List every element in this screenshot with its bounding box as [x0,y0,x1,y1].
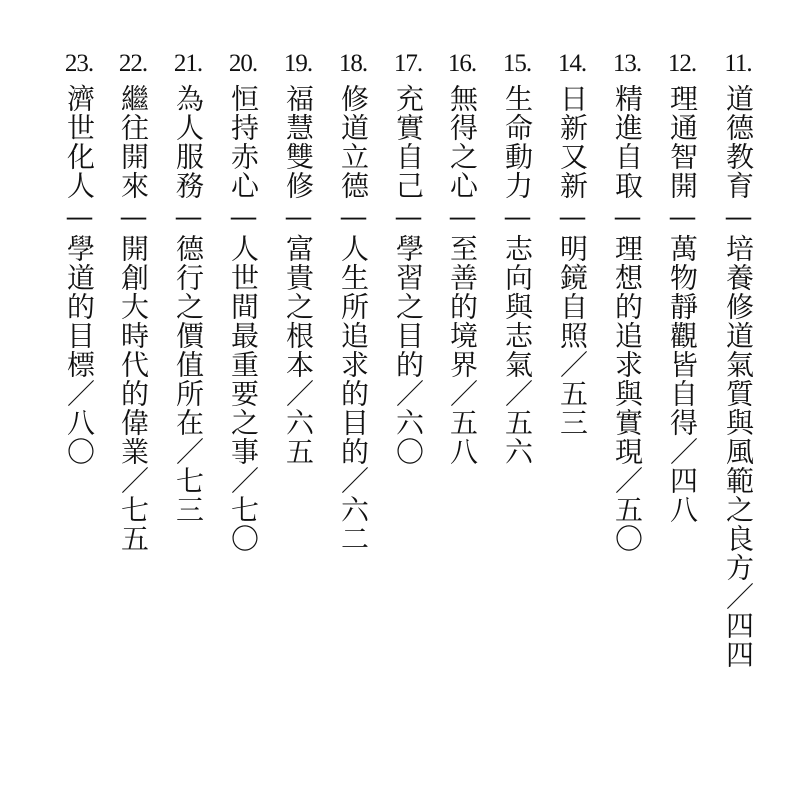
entry-subtitle: 理想的追求與實現 [611,234,644,466]
entry-page: 六二 [337,495,370,553]
entry-subtitle: 學習之目的 [392,234,425,379]
entry-page: 八〇 [63,408,96,466]
entry-text: 理通智開—萬物靜觀皆自得／四八 [666,84,699,524]
entry-text: 充實自己—學習之目的／六〇 [392,84,425,466]
entry-number: 19. [283,50,313,77]
entry-title: 恒持赤心 [227,84,260,200]
entry-number: 14. [557,50,587,77]
entry-number: 22. [118,50,148,77]
toc-entry [550,50,594,790]
entry-text: 濟世化人—學道的目標／八〇 [63,84,96,466]
toc-entry [386,50,430,790]
entry-text: 恒持赤心—人世間最重要之事／七〇 [227,84,260,553]
entry-page: 七五 [117,495,150,553]
entry-text: 精進自取—理想的追求與實現／五〇 [611,84,644,553]
entry-subtitle: 富貴之根本 [282,234,315,379]
entry-subtitle: 學道的目標 [63,234,96,379]
entry-page: 五六 [501,408,534,466]
entry-text: 繼往開來—開創大時代的偉業／七五 [117,84,150,553]
entry-number: 20. [228,50,258,77]
toc-entry [111,50,155,790]
entry-text: 無得之心—至善的境界／五八 [446,84,479,466]
entry-number: 15. [502,50,532,77]
entry-page: 七〇 [227,495,260,553]
entry-subtitle: 明鏡自照 [556,234,589,350]
toc-entry [221,50,265,790]
entry-subtitle: 培養修道氣質與風範之良方 [722,234,755,582]
entry-page: 七三 [172,466,205,524]
entry-subtitle: 開創大時代的偉業 [117,234,150,466]
entry-text: 修道立德—人生所追求的目的／六二 [337,84,370,553]
entry-subtitle: 德行之價值所在 [172,234,205,437]
entry-title: 生命動力 [501,84,534,200]
toc-entry [166,50,210,790]
entry-number: 12. [667,50,697,77]
entry-subtitle: 人世間最重要之事 [227,234,260,466]
entry-title: 充實自己 [392,84,425,200]
entry-subtitle: 人生所追求的目的 [337,234,370,466]
entry-title: 濟世化人 [63,84,96,200]
entry-number: 11. [724,50,752,77]
entry-title: 繼往開來 [117,84,150,200]
entry-number: 13. [612,50,642,77]
entry-title: 無得之心 [446,84,479,200]
entry-title: 修道立德 [337,84,370,200]
toc-entry [331,50,375,790]
entry-text: 福慧雙修—富貴之根本／六五 [282,84,315,466]
entry-page: 六〇 [392,408,425,466]
entry-text: 日新又新—明鏡自照／五三 [556,84,589,437]
toc-entry [716,50,760,790]
entry-title: 理通智開 [666,84,699,200]
entry-page: 四八 [666,466,699,524]
entry-text: 道德教育—培養修道氣質與風範之良方／四四 [722,84,755,669]
toc-entry [660,50,704,790]
toc-entry [57,50,101,790]
entry-page: 五〇 [611,495,644,553]
entry-title: 日新又新 [556,84,589,200]
entry-number: 16. [447,50,477,77]
entry-subtitle: 萬物靜觀皆自得 [666,234,699,437]
entry-number: 23. [64,50,94,77]
toc-entry [440,50,484,790]
entry-number: 18. [338,50,368,77]
entry-title: 福慧雙修 [282,84,315,200]
entry-title: 精進自取 [611,84,644,200]
entry-page: 六五 [282,408,315,466]
toc-entry [495,50,539,790]
entry-text: 為人服務—德行之價值所在／七三 [172,84,205,524]
entry-title: 為人服務 [172,84,205,200]
toc-entry [276,50,320,790]
entry-title: 道德教育 [722,84,755,200]
entry-subtitle: 至善的境界 [446,234,479,379]
toc-entry [605,50,649,790]
entry-number: 21. [173,50,203,77]
entry-subtitle: 志向與志氣 [501,234,534,379]
entry-number: 17. [393,50,423,77]
entry-text: 生命動力—志向與志氣／五六 [501,84,534,466]
entry-page: 五八 [446,408,479,466]
entry-page: 四四 [722,611,755,669]
entry-page: 五三 [556,379,589,437]
